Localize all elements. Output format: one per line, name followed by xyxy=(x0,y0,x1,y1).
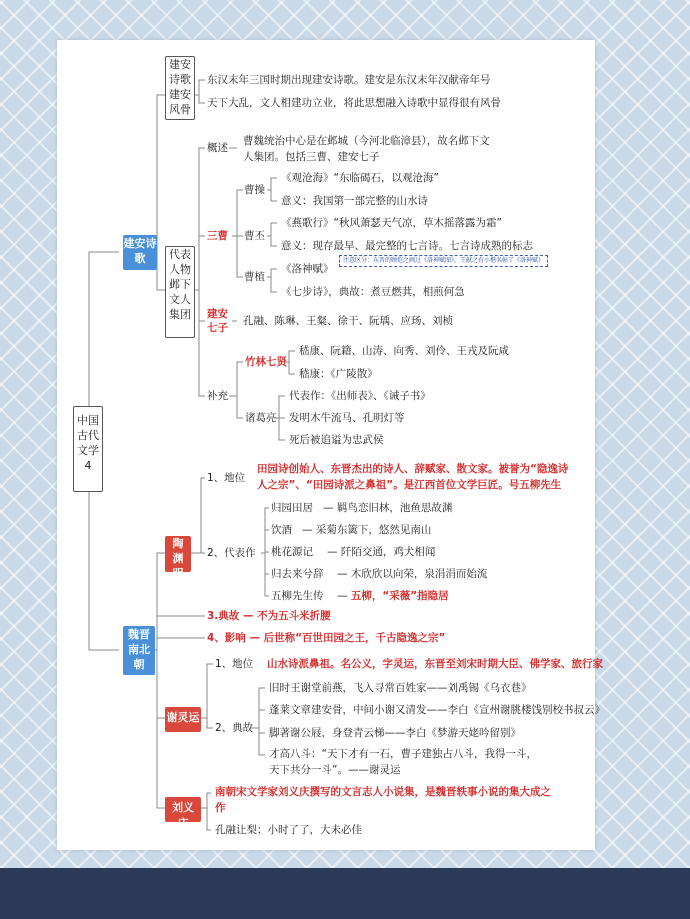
node-jianan-fenggu: 建安诗歌建安风骨 xyxy=(165,56,195,120)
liu-line-2: 作 xyxy=(215,802,226,814)
tao-daibiao-label: 2、代表作 xyxy=(207,547,256,559)
tao-yingxiang: 4、影响 — 后世称“百世田园之王，千古隐逸之宗” xyxy=(207,632,446,644)
zhulin-item-1: 嵇康、阮籍、山涛、向秀、刘伶、王戎及阮咸 xyxy=(299,345,509,357)
zhuge-label: 诸葛亮 xyxy=(245,412,277,424)
xie-diwei-text: 山水诗派鼻祖。名公义，字灵运，东晋至刘宋时期大臣、佛学家、旅行家 xyxy=(267,658,603,670)
liu-line-1: 南朝宋文学家刘义庆撰写的文言志人小说集，是魏晋轶事小说的集大成之 xyxy=(215,786,551,798)
liu-kongrong: 孔融让梨；小时了了，大未必佳 xyxy=(215,824,362,836)
work-title-5: 五柳先生传 xyxy=(271,590,324,602)
work-title-2: 饮酒 xyxy=(271,524,292,536)
qizi-label: 建安七子 xyxy=(207,308,228,334)
zhuge-item-1: 代表作：《出师表》、《诫子书》 xyxy=(289,390,431,402)
work-text-5: — 五柳，“采薇”指隐居 xyxy=(337,590,449,602)
qizi-text: 孔融、陈琳、王粲、徐干、阮瑀、应玚、刘桢 xyxy=(243,315,453,327)
zhulin-item-2: 嵇康：《广陵散》 xyxy=(299,368,378,380)
caozhi-item-1: 《洛神赋》 xyxy=(281,263,334,275)
node-yexia: 代表人物邺下文人集团 xyxy=(165,246,195,338)
work-title-4: 归去来兮辞 xyxy=(271,568,324,580)
tao-diwei-label: 1、地位 xyxy=(207,472,246,484)
xie-diangu-item-1: 旧时王谢堂前燕，飞入寻常百姓家——刘禹锡《乌衣巷》 xyxy=(269,682,532,694)
xie-caigao-line-2: 天下共分一斗”。——谢灵运 xyxy=(269,764,401,776)
work-text-1: — 羁鸟恋旧林，池鱼思故渊 xyxy=(323,502,453,514)
branch-weijin: 魏晋南北朝 xyxy=(123,626,155,675)
caocao-item-1: 《观沧海》“东临碣石，以观沧海” xyxy=(281,172,439,184)
zhuge-item-2: 发明木牛流马、孔明灯等 xyxy=(289,412,405,424)
tao-diangu: 3.典故 — 不为五斗米折腰 xyxy=(207,610,331,622)
caocao-label: 曹操 xyxy=(244,184,265,196)
gaishu-label: 概述 xyxy=(207,142,228,154)
work-text-3: — 阡陌交通，鸡犬相闻 xyxy=(327,546,436,558)
caocao-item-2: 意义：我国第一部完整的山水诗 xyxy=(281,195,428,207)
xie-diangu-item-3: 脚著谢公屐，身登青云梯——李白《梦游天姥吟留别》 xyxy=(269,727,521,739)
work-text-4: — 木欣欣以向荣，泉涓涓而始流 xyxy=(337,568,488,580)
branch-jianan-shige: 建安诗歌 xyxy=(123,235,157,270)
xie-caigao-line-1: 才高八斗：“天下才有一石，曹子建独占八斗，我得一斗， xyxy=(269,748,537,760)
tao-diwei-line-2: 人之宗”、“田园诗派之鼻祖”。是江西首位文学巨匠。号五柳先生 xyxy=(257,479,562,491)
mindmap-page xyxy=(57,40,605,850)
fenggu-item-1: 东汉末年三国时期出现建安诗歌。建安是东汉末年汉献帝年号 xyxy=(207,74,491,86)
node-xielingyun: 谢灵运 xyxy=(165,707,201,732)
root-node: 中国古代文学4 xyxy=(73,406,103,492)
luoshen-note: 注意区分：东晋的顾恺之画过《洛神赋图》，王献之有小楷名帖了《洛神赋》 xyxy=(339,255,548,267)
caopi-label: 曹丕 xyxy=(244,230,265,242)
gaishu-line-1: 曹魏统治中心是在邺城（今河北临漳县），故名邺下文 xyxy=(243,135,490,147)
xie-diangu-item-2: 蓬莱文章建安骨，中间小谢又清发——李白《宣州谢朓楼饯别校书叔云》 xyxy=(269,704,605,716)
node-taoyuanming: 陶渊明 xyxy=(165,536,191,572)
sancao-label: 三曹 xyxy=(207,230,228,242)
zhuge-item-3: 死后被追谥为忠武侯 xyxy=(289,434,384,446)
bottom-band xyxy=(0,868,690,919)
gaishu-line-2: 人集团。包括三曹、建安七子 xyxy=(243,151,380,163)
caozhi-label: 曹植 xyxy=(244,271,265,283)
buchong-label: 补充 xyxy=(207,390,228,402)
tao-diwei-line-1: 田园诗创始人、东晋杰出的诗人、辞赋家、散文家。被誉为“隐逸诗 xyxy=(257,463,569,475)
work-title-3: 桃花源记 xyxy=(271,546,313,558)
caozhi-item-2: 《七步诗》，典故：煮豆燃萁，相煎何急 xyxy=(281,286,465,298)
fenggu-item-2: 天下大乱，文人相建功立业，将此思想融入诗歌中显得很有风骨 xyxy=(207,97,501,109)
caopi-item-1: 《燕歌行》“秋风萧瑟天气凉，草木摇落露为霜” xyxy=(281,217,502,229)
xie-diwei-label: 1、地位 xyxy=(215,658,254,670)
work-text-2: — 采菊东篱下，悠然见南山 xyxy=(302,524,432,536)
caopi-item-2: 意义：现存最早、最完整的七言诗。七言诗成熟的标志 xyxy=(281,240,533,252)
work-title-1: 归园田居 xyxy=(271,502,313,514)
zhulin-label: 竹林七贤 xyxy=(245,356,287,368)
node-liuyiqing: 刘义庆 xyxy=(165,797,201,822)
xie-diangu-label: 2、典故 xyxy=(215,722,254,734)
